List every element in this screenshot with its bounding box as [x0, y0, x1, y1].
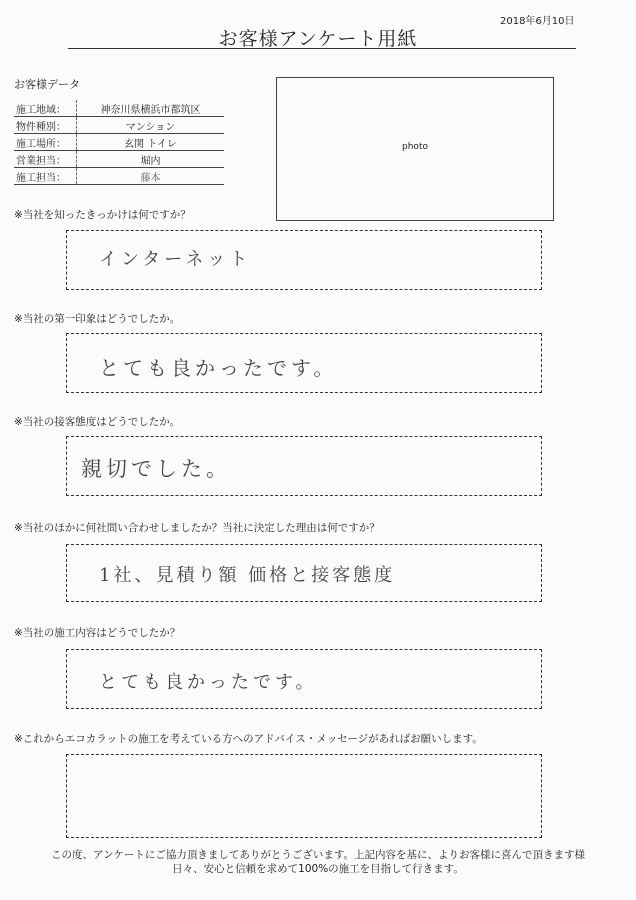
- title-underline: [68, 48, 576, 49]
- question-1: ※当社を知ったきっかけは何ですか？: [14, 209, 191, 221]
- info-row-sales: [14, 151, 224, 168]
- info-value: 玄関 トイレ: [77, 134, 225, 151]
- info-value: マンション: [77, 117, 225, 134]
- answer-box-2: [66, 333, 542, 393]
- info-label: 営業担当：: [14, 151, 77, 168]
- info-label: 施工場所：: [14, 134, 77, 151]
- photo-label: photo: [402, 142, 428, 152]
- info-value: 神奈川県横浜市都筑区: [77, 100, 225, 117]
- footer-line-2: 日々、安心と信頼を求めて100%の施工を目指して行きます。: [172, 863, 464, 875]
- answer-box-3: [66, 436, 542, 496]
- answer-3: 親切でした。: [81, 457, 231, 481]
- info-value-handwritten: 藤本: [77, 168, 225, 185]
- question-4: ※当社のほかに何社問い合わせしましたか？当社に決定した理由は何ですか？: [14, 522, 380, 534]
- footer-message: [0, 848, 636, 876]
- customer-info-table: [14, 100, 224, 185]
- info-row-area: [14, 100, 224, 117]
- photo-placeholder: [276, 77, 554, 221]
- answer-box-1: [66, 230, 542, 290]
- answer-box-6: [66, 754, 542, 838]
- question-3: ※当社の接客態度はどうでしたか。: [14, 416, 181, 428]
- answer-1: インターネット: [99, 249, 252, 270]
- info-row-location: [14, 134, 224, 151]
- question-2: ※当社の第一印象はどうでしたか。: [14, 313, 181, 325]
- answer-box-4: [66, 544, 542, 602]
- page-title: お客様アンケート用紙: [218, 28, 418, 50]
- info-row-installer: [14, 168, 224, 185]
- info-label: 施工担当：: [14, 168, 77, 185]
- customer-data-heading: お客様データ: [14, 78, 80, 91]
- question-6: ※これからエコカラットの施工を考えている方へのアドバイス・メッセージがあればお願いします。: [14, 733, 483, 745]
- answer-5: とても良かったです。: [99, 672, 318, 693]
- info-row-property-type: [14, 117, 224, 134]
- info-label: 施工地域：: [14, 100, 77, 117]
- survey-date: 2018年6月10日: [500, 16, 575, 27]
- info-value: 堀内: [77, 151, 225, 168]
- answer-box-5: [66, 649, 542, 709]
- answer-4: 1社、見積り額 価格と接客態度: [99, 565, 396, 586]
- answer-2: とても良かったです。: [99, 356, 338, 380]
- footer-line-1: この度、アンケートにご協力頂きましてありがとうございます。上記内容を基に、よりお客様に喜んで頂きます様: [50, 849, 586, 861]
- info-label: 物件種別：: [14, 117, 77, 134]
- question-5: ※当社の施工内容はどうでしたか？: [14, 627, 181, 639]
